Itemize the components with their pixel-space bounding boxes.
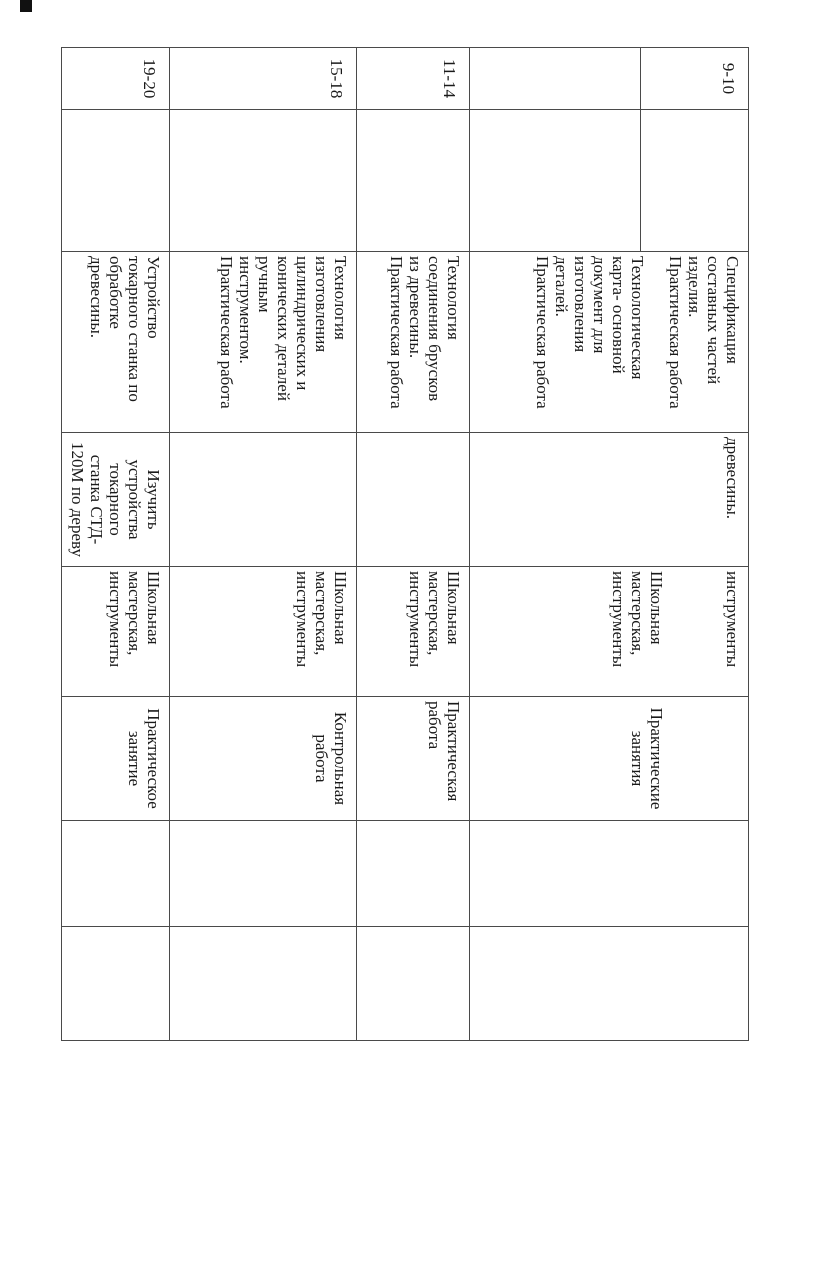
topic-cell <box>357 110 470 252</box>
equipment-cell: Школьная мастерская, инструменты <box>62 567 170 697</box>
content-cell: Технология соединения брусков из древесины. Практическая работа <box>357 252 470 433</box>
content-cell: Устройство токарного станка по обработке древесины. <box>62 252 170 433</box>
extra-cell-2 <box>470 927 749 1041</box>
goals-cell: древесины. <box>470 433 749 567</box>
table-row <box>62 48 170 1041</box>
extra-cell-2 <box>170 927 357 1041</box>
goals-cell <box>170 433 357 567</box>
lesson-number-cell: 11-14 <box>357 48 470 110</box>
form-cell: Практические занятия <box>470 697 749 821</box>
extra-cell-2 <box>62 927 170 1041</box>
goals-cell <box>357 433 470 567</box>
table-row <box>641 48 749 1041</box>
lesson-number-cell: 9-10 <box>641 48 749 110</box>
extra-cell-2 <box>357 927 470 1041</box>
lesson-plan-table <box>61 47 749 1041</box>
form-cell: Практическая работа <box>357 697 470 821</box>
lesson-number-cell: 15-18 <box>170 48 357 110</box>
goals-cell: Изучить устройства токарного станка СТД- 120М по дереву <box>62 433 170 567</box>
content-cell: Технология изготовления цилиндрических и конических деталей ручным инструментом. Практическая работа <box>170 252 357 433</box>
form-cell: Практическое занятие <box>62 697 170 821</box>
extra-cell-1 <box>470 821 749 927</box>
rotated-page <box>68 47 749 1040</box>
table-row <box>170 48 357 1041</box>
extra-cell-1 <box>62 821 170 927</box>
equipment-cell: Школьная мастерская, инструменты <box>170 567 357 697</box>
extra-cell-1 <box>357 821 470 927</box>
topic-cell <box>170 110 357 252</box>
form-cell: Контрольная работа <box>170 697 357 821</box>
equipment-cell: инструменты Школьная мастерская, инструменты <box>470 567 749 697</box>
topic-cell <box>62 110 170 252</box>
extra-cell-1 <box>170 821 357 927</box>
content-cell: Спецификация составных частей изделия. Практическая работа Технологическая карта- основной документ для изготовления деталей. Практическая работа <box>470 252 749 433</box>
topic-cell <box>641 110 749 252</box>
equipment-cell: Школьная мастерская, инструменты <box>357 567 470 697</box>
scan-corner-mark <box>20 0 32 12</box>
lesson-number-cell: 19-20 <box>62 48 170 110</box>
lesson-number-cell <box>470 48 641 110</box>
table-row <box>357 48 470 1041</box>
topic-cell <box>470 110 641 252</box>
